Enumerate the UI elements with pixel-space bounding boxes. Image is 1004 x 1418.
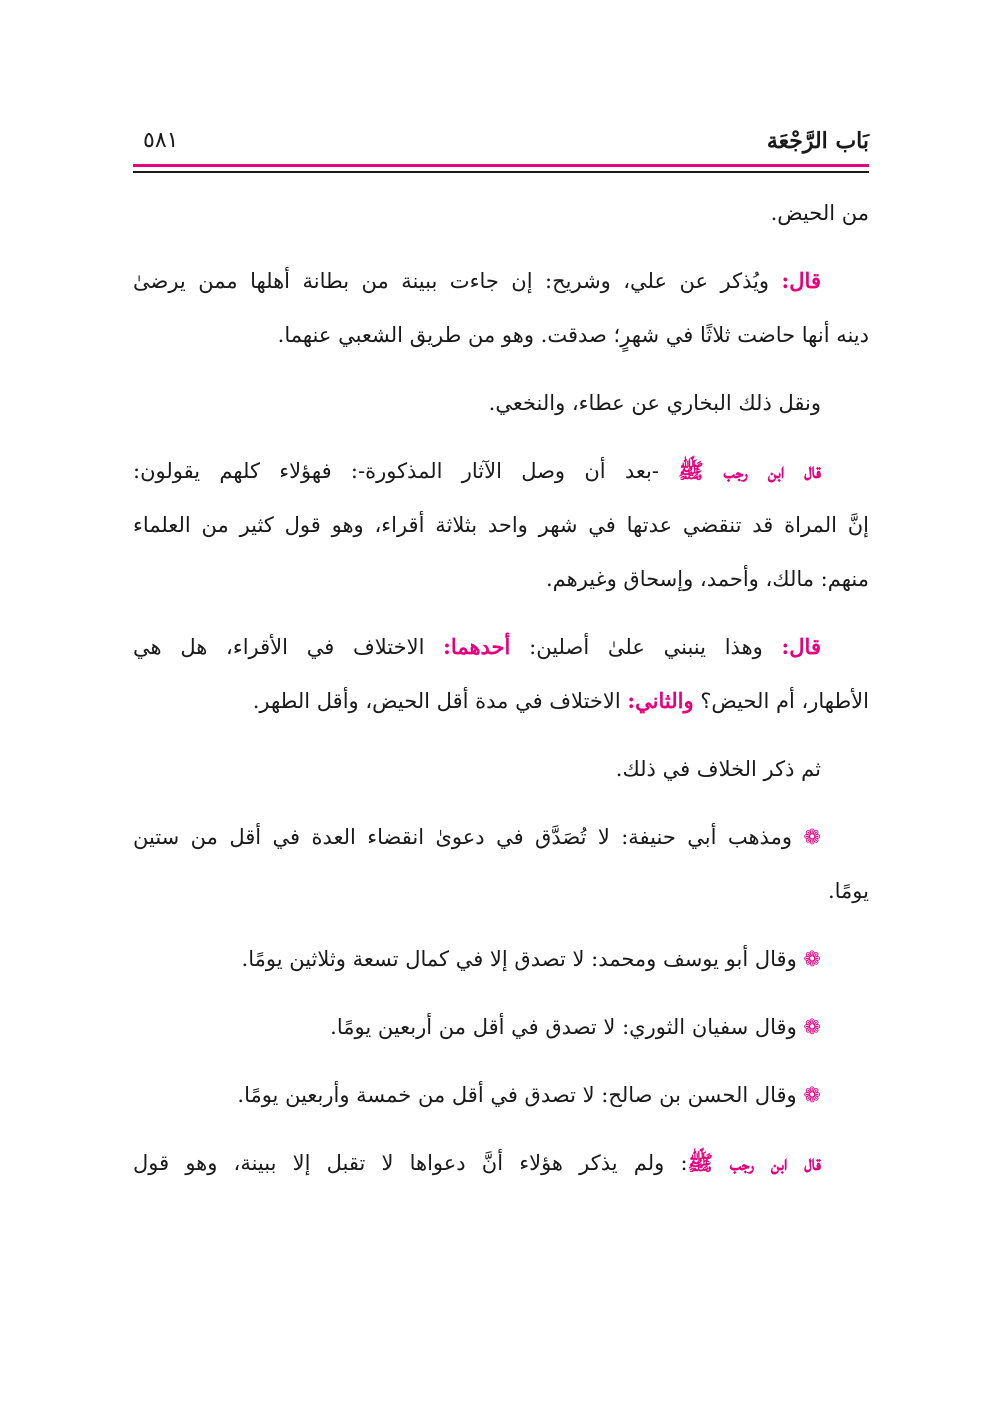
bullet-item: ❁ وقال أبو يوسف ومحمد: لا تصدق إلا في كمال تسعة وثلاثين يومًا. <box>241 947 821 971</box>
bullet-item-continuation: يومًا. <box>827 879 869 903</box>
flower-ornament-icon: ❁ <box>803 1083 821 1107</box>
speaker-label: قال: <box>781 268 821 293</box>
text-line: من الحيض. <box>770 201 869 225</box>
speaker-label: قال ابن رجب ﷺ <box>687 1150 821 1175</box>
paragraph-line: منهم: مالك، وأحمد، وإسحاق وغيرهم. <box>545 567 869 591</box>
header-rule-pink <box>133 164 869 167</box>
second-label: والثاني: <box>627 688 694 713</box>
bullet-item: ❁ وقال الحسن بن صالح: لا تصدق في أقل من خمسة وأربعين يومًا. <box>237 1083 821 1107</box>
speaker-label: قال ابن رجب ﷺ <box>678 458 821 483</box>
header-rule-black <box>133 171 869 173</box>
paragraph-line: قال ابن رجب ﷺ -بعد أن وصل الآثار المذكورة-: فهؤلاء كلهم يقولون: <box>133 458 821 483</box>
flower-ornament-icon: ❁ <box>803 1015 821 1039</box>
paragraph-line: قال ابن رجب ﷺ: ولم يذكر هؤلاء أنَّ دعواها لا تقبل إلا ببينة، وهو قول <box>133 1150 821 1175</box>
paragraph-line: الأطهار، أم الحيض؟ والثاني: الاختلاف في مدة أقل الحيض، وأقل الطهر. <box>252 688 869 713</box>
first-label: أحدهما: <box>443 634 511 659</box>
flower-ornament-icon: ❁ <box>803 825 821 849</box>
chapter-title: بَاب الرَّجْعَة <box>766 128 869 154</box>
bullet-item: ❁ وقال سفيان الثوري: لا تصدق في أقل من أربعين يومًا. <box>330 1015 821 1039</box>
paragraph-line: قال: وهذا ينبني علىٰ أصلين: أحدهما: الاختلاف في الأقراء، هل هي <box>133 634 821 659</box>
bullet-item: ❁ ومذهب أبي حنيفة: لا تُصَدَّق في دعوىٰ انقضاء العدة في أقل من ستين <box>133 825 821 849</box>
paragraph-line: إنَّ المراة قد تنقضي عدتها في شهر واحد بثلاثة أقراء، وهو قول كثير من العلماء <box>133 513 869 537</box>
page-header <box>133 128 869 162</box>
paragraph-line: دينه أنها حاضت ثلاثًا في شهرٍ؛ صدقت. وهو من طريق الشعبي عنهما. <box>277 323 869 347</box>
flower-ornament-icon: ❁ <box>803 947 821 971</box>
paragraph-line: ثم ذكر الخلاف في ذلك. <box>615 757 821 781</box>
page-number: ٥٨١ <box>143 128 179 153</box>
text-body <box>133 186 869 1190</box>
speaker-label: قال: <box>781 634 821 659</box>
paragraph-line: قال: ويُذكر عن علي، وشريح: إن جاءت ببينة من بطانة أهلها ممن يرضىٰ <box>133 268 821 293</box>
paragraph-line: ونقل ذلك البخاري عن عطاء، والنخعي. <box>488 391 821 415</box>
